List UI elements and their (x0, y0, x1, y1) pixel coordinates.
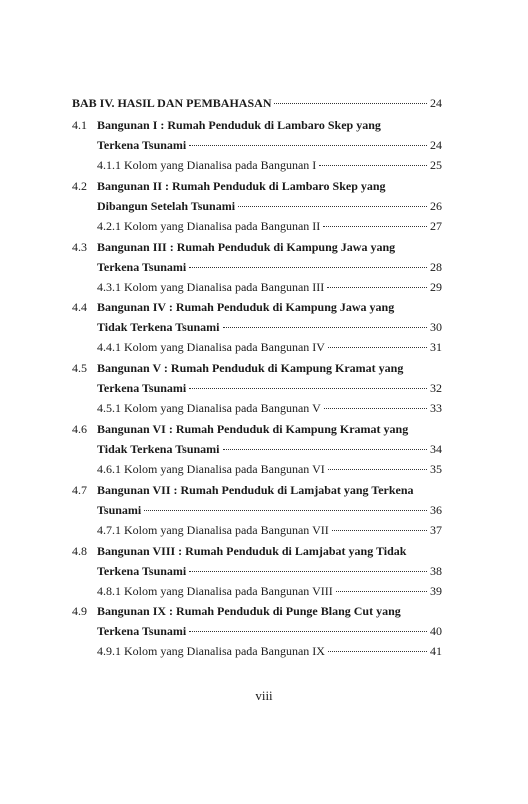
section-title-line1: Bangunan II : Rumah Penduduk di Lambaro Skep yang (97, 178, 386, 193)
dot-leader (189, 266, 427, 268)
section-title-line2: Terkena Tsunami (97, 138, 187, 152)
subsection-row (97, 158, 442, 172)
section-title-row2 (97, 503, 442, 517)
dot-leader (238, 205, 427, 207)
section-page: 30 (430, 320, 442, 335)
section-page: 36 (430, 502, 442, 517)
subsection-title: 4.6.1 Kolom yang Dianalisa pada Bangunan VI (97, 462, 325, 476)
section-page: 38 (430, 563, 442, 578)
subsection-row (97, 584, 442, 598)
dot-leader (189, 630, 427, 632)
section-number: 4.5 (72, 361, 87, 376)
subsection-row (97, 280, 442, 294)
section-title-line1: Bangunan IX : Rumah Penduduk di Punge Blang Cut yang (97, 604, 401, 619)
footer-page-number: viii (255, 688, 273, 703)
section-title-row2 (97, 564, 442, 578)
dot-leader (189, 144, 427, 146)
section-page: 40 (430, 624, 442, 639)
subsection-page: 41 (430, 644, 442, 659)
section-page: 26 (430, 198, 442, 213)
dot-leader (328, 346, 427, 348)
section-number: 4.8 (72, 543, 87, 558)
dot-leader (328, 650, 427, 652)
subsection-page: 27 (430, 218, 442, 233)
chapter-heading (72, 96, 442, 110)
subsection-row (97, 644, 442, 658)
subsection-row (97, 462, 442, 476)
dot-leader (332, 529, 427, 531)
section-title-row2 (97, 260, 442, 274)
subsection-row (97, 523, 442, 537)
section-title-row2 (97, 381, 442, 395)
section-title-line2: Terkena Tsunami (97, 259, 187, 274)
subsection-title: 4.2.1 Kolom yang Dianalisa pada Bangunan II (97, 218, 321, 233)
section-title-row2 (97, 442, 442, 456)
subsection-page: 35 (430, 462, 442, 476)
subsection-page: 31 (430, 340, 442, 355)
subsection-title: 4.7.1 Kolom yang Dianalisa pada Bangunan VII (97, 522, 329, 537)
dot-leader (328, 468, 427, 470)
dot-leader (336, 590, 427, 592)
dot-leader (189, 570, 427, 572)
subsection-title: 4.3.1 Kolom yang Dianalisa pada Bangunan III (97, 279, 325, 294)
section-number: 4.1 (72, 118, 87, 132)
section-page: 24 (430, 138, 442, 152)
dot-leader (144, 509, 427, 511)
section-title-line1: Bangunan III : Rumah Penduduk di Kampung Jawa yang (97, 239, 396, 254)
subsection-title: 4.1.1 Kolom yang Dianalisa pada Bangunan I (97, 158, 317, 172)
subsection-row (97, 401, 442, 415)
dot-leader (223, 448, 427, 450)
section-page: 34 (430, 442, 442, 456)
subsection-row (97, 219, 442, 233)
section-title-line2: Tidak Terkena Tsunami (97, 442, 220, 456)
subsection-row (97, 340, 442, 354)
section-number: 4.4 (72, 300, 87, 315)
section-title-line1: Bangunan VII : Rumah Penduduk di Lamjabat yang Terkena (97, 482, 414, 497)
section-title-row2 (97, 138, 442, 152)
section-title-line2: Tsunami (97, 502, 142, 517)
section-title-line2: Terkena Tsunami (97, 563, 187, 578)
section-number: 4.6 (72, 422, 87, 436)
section-title-row2 (97, 624, 442, 638)
subsection-page: 25 (430, 158, 442, 172)
subsection-title: 4.9.1 Kolom yang Dianalisa pada Bangunan IX (97, 644, 325, 659)
dot-leader (223, 326, 427, 328)
dot-leader (324, 407, 427, 409)
subsection-page: 33 (430, 401, 442, 416)
section-title-line1: Bangunan V : Rumah Penduduk di Kampung Kramat yang (97, 361, 404, 376)
chapter-title: BAB IV. HASIL DAN PEMBAHASAN (72, 96, 272, 110)
section-title-line2: Tidak Terkena Tsunami (97, 320, 220, 335)
section-title-row2 (97, 320, 442, 334)
dot-leader (323, 225, 427, 227)
section-title-line2: Terkena Tsunami (97, 624, 187, 639)
subsection-page: 37 (430, 522, 442, 537)
subsection-title: 4.5.1 Kolom yang Dianalisa pada Bangunan V (97, 401, 321, 416)
section-title-line1: Bangunan I : Rumah Penduduk di Lambaro Skep yang (97, 118, 381, 132)
section-page: 32 (430, 381, 442, 396)
dot-leader (319, 164, 427, 166)
subsection-title: 4.4.1 Kolom yang Dianalisa pada Bangunan IV (97, 340, 325, 355)
section-title-line1: Bangunan VIII : Rumah Penduduk di Lamjabat yang Tidak (97, 543, 407, 558)
chapter-page: 24 (430, 96, 442, 110)
subsection-page: 39 (430, 583, 442, 598)
section-title-line1: Bangunan IV : Rumah Penduduk di Kampung Jawa yang (97, 300, 395, 315)
section-number: 4.7 (72, 482, 87, 497)
section-number: 4.9 (72, 604, 87, 619)
dot-leader (274, 102, 427, 104)
section-title-line2: Terkena Tsunami (97, 381, 187, 396)
dot-leader (327, 286, 427, 288)
section-number: 4.2 (72, 178, 87, 193)
subsection-title: 4.8.1 Kolom yang Dianalisa pada Bangunan VIII (97, 583, 333, 598)
section-title-line1: Bangunan VI : Rumah Penduduk di Kampung Kramat yang (97, 422, 409, 436)
section-title-row2 (97, 199, 442, 213)
section-page: 28 (430, 259, 442, 274)
subsection-page: 29 (430, 279, 442, 294)
dot-leader (189, 387, 427, 389)
section-title-line2: Dibangun Setelah Tsunami (97, 198, 236, 213)
section-number: 4.3 (72, 239, 87, 254)
